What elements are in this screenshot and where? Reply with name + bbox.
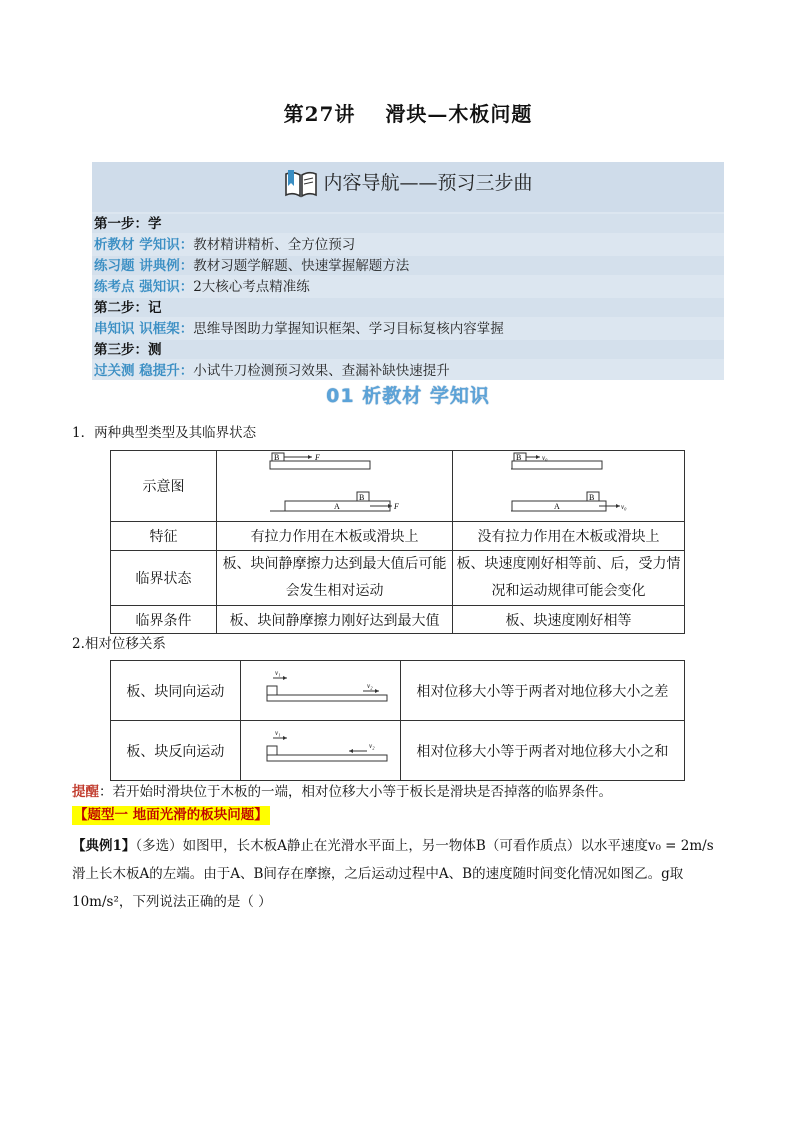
table-row xyxy=(111,451,685,522)
nav-row xyxy=(94,340,162,360)
nav-row xyxy=(94,298,162,318)
diagram-with-force xyxy=(217,451,453,522)
board-label: A xyxy=(333,502,340,511)
table-cell-line: 况和运动规律可能会变化 xyxy=(491,583,646,599)
tip-label: 提醒 xyxy=(72,784,99,800)
table-cell: 没有拉力作用在木板或滑块上 xyxy=(453,522,685,551)
board-label: A xyxy=(553,502,560,511)
example-multi: （多选） xyxy=(135,838,183,854)
nav-row-value: 教材精讲精析、全方位预习 xyxy=(193,237,356,253)
book-icon xyxy=(283,168,319,200)
content-navigation-title xyxy=(92,168,724,200)
table-cell-label: 示意图 xyxy=(111,451,217,522)
nav-row-bg xyxy=(92,214,724,233)
nav-row-label: 串知识 识框架： xyxy=(94,321,194,337)
nav-row-label: 第三步：测 xyxy=(94,342,162,358)
table-cell-line: 会发生相对运动 xyxy=(285,583,384,599)
block-label: B xyxy=(515,453,521,462)
nav-row-label: 第一步：学 xyxy=(94,216,162,232)
velocity-label: v₀ xyxy=(541,454,548,462)
nav-row xyxy=(94,361,450,381)
nav-row-value: 思维导图助力掌握知识框架、学习目标复核内容掌握 xyxy=(193,321,504,337)
block-label: B xyxy=(273,453,279,462)
part2-heading: 2.相对位移关系 xyxy=(72,636,166,652)
example-tag: 【典例1】 xyxy=(72,838,136,854)
table-cell xyxy=(217,551,453,606)
example-1 xyxy=(72,832,752,916)
example-text: 如图甲，长木板A静止在光滑水平面上，另一物体B（可看作质点）以水平速度v₀ = 2m/s xyxy=(182,838,714,854)
board-block-velocity-diagram xyxy=(456,451,682,517)
table-row xyxy=(111,661,685,721)
tip-text: ：若开始时滑块位于木板的一端，相对位移大小等于板长是滑块是否掉落的临界条件。 xyxy=(99,784,612,800)
nav-row xyxy=(94,214,162,234)
same-direction-diagram xyxy=(240,661,400,721)
velocity-label: v₀ xyxy=(620,503,627,511)
table-cell-line: 板、块间静摩擦力达到最大值后可能 xyxy=(222,556,447,572)
table-cell-label: 板、块同向运动 xyxy=(111,661,241,721)
nav-row-value: 2大核心考点精准练 xyxy=(193,279,310,295)
critical-state-table xyxy=(110,450,685,634)
nav-row-bg xyxy=(92,340,724,359)
table-cell: 相对位移大小等于两者对地位移大小之差 xyxy=(400,661,684,721)
table-cell: 相对位移大小等于两者对地位移大小之和 xyxy=(400,721,684,781)
table-cell xyxy=(453,551,685,606)
nav-row-label: 析教材 学知识： xyxy=(94,237,194,253)
nav-row xyxy=(94,277,310,297)
nav-row-value: 小试牛刀检测预习效果、查漏补缺快速提升 xyxy=(193,363,450,379)
table-cell: 板、块速度刚好相等 xyxy=(453,606,685,634)
velocity-label: v₁ xyxy=(275,668,281,677)
nav-row-label: 练考点 强知识： xyxy=(94,279,194,295)
nav-row-label: 第二步：记 xyxy=(94,300,162,316)
board-block-force-diagram xyxy=(220,451,450,517)
table-cell-label: 临界条件 xyxy=(111,606,217,634)
part1-heading: 1．两种典型类型及其临界状态 xyxy=(72,425,257,441)
content-navigation-header xyxy=(92,162,724,212)
nav-row-label: 过关测 稳提升： xyxy=(94,363,194,379)
velocity-label: v₂ xyxy=(369,741,375,750)
lecture-topic: 滑块—木板问题 xyxy=(385,102,533,126)
table-cell: 有拉力作用在木板或滑块上 xyxy=(217,522,453,551)
block-label: B xyxy=(358,493,364,502)
velocity-label: v₂ xyxy=(367,681,373,690)
nav-row-value: 教材习题学解题、快速掌握解题方法 xyxy=(193,258,410,274)
diagram-without-force xyxy=(453,451,685,522)
page-title xyxy=(0,98,794,127)
force-label: F xyxy=(393,502,399,511)
velocity-label: v₁ xyxy=(275,728,281,737)
block-label: B xyxy=(588,493,594,502)
example-line: 10m/s²，下列说法正确的是（ ） xyxy=(72,894,272,910)
tip xyxy=(72,782,612,802)
table-cell-label: 特征 xyxy=(111,522,217,551)
nav-row-bg xyxy=(92,298,724,317)
question-type-heading: 【题型一 地面光滑的板块问题】 xyxy=(74,807,268,823)
nav-row xyxy=(94,319,504,339)
content-navigation-heading: 内容导航——预习三步曲 xyxy=(323,172,533,194)
nav-row-label: 练习题 讲典例： xyxy=(94,258,194,274)
table-row xyxy=(111,721,685,781)
force-label: F xyxy=(314,453,320,462)
table-cell-label: 临界状态 xyxy=(111,551,217,606)
table-cell-label: 板、块反向运动 xyxy=(111,721,241,781)
table-cell-line: 板、块速度刚好相等前、后，受力情 xyxy=(456,556,681,572)
relative-displacement-table xyxy=(110,660,685,781)
same-direction-sketch xyxy=(245,664,395,714)
example-line xyxy=(72,832,752,860)
opposite-direction-diagram xyxy=(240,721,400,781)
lecture-number: 第27讲 xyxy=(283,102,356,126)
nav-row xyxy=(94,235,355,255)
table-row xyxy=(111,551,685,606)
table-row xyxy=(111,522,685,551)
opposite-direction-sketch xyxy=(245,724,395,774)
table-cell: 板、块间静摩擦力刚好达到最大值 xyxy=(217,606,453,634)
section-heading-01: 01 析教材 学知识 xyxy=(326,385,490,407)
table-row xyxy=(111,606,685,634)
nav-row xyxy=(94,256,409,276)
example-line: 滑上长木板A的左端。由于A、B间存在摩擦，之后运动过程中A、B的速度随时间变化情况如图乙。g取 xyxy=(72,866,684,882)
